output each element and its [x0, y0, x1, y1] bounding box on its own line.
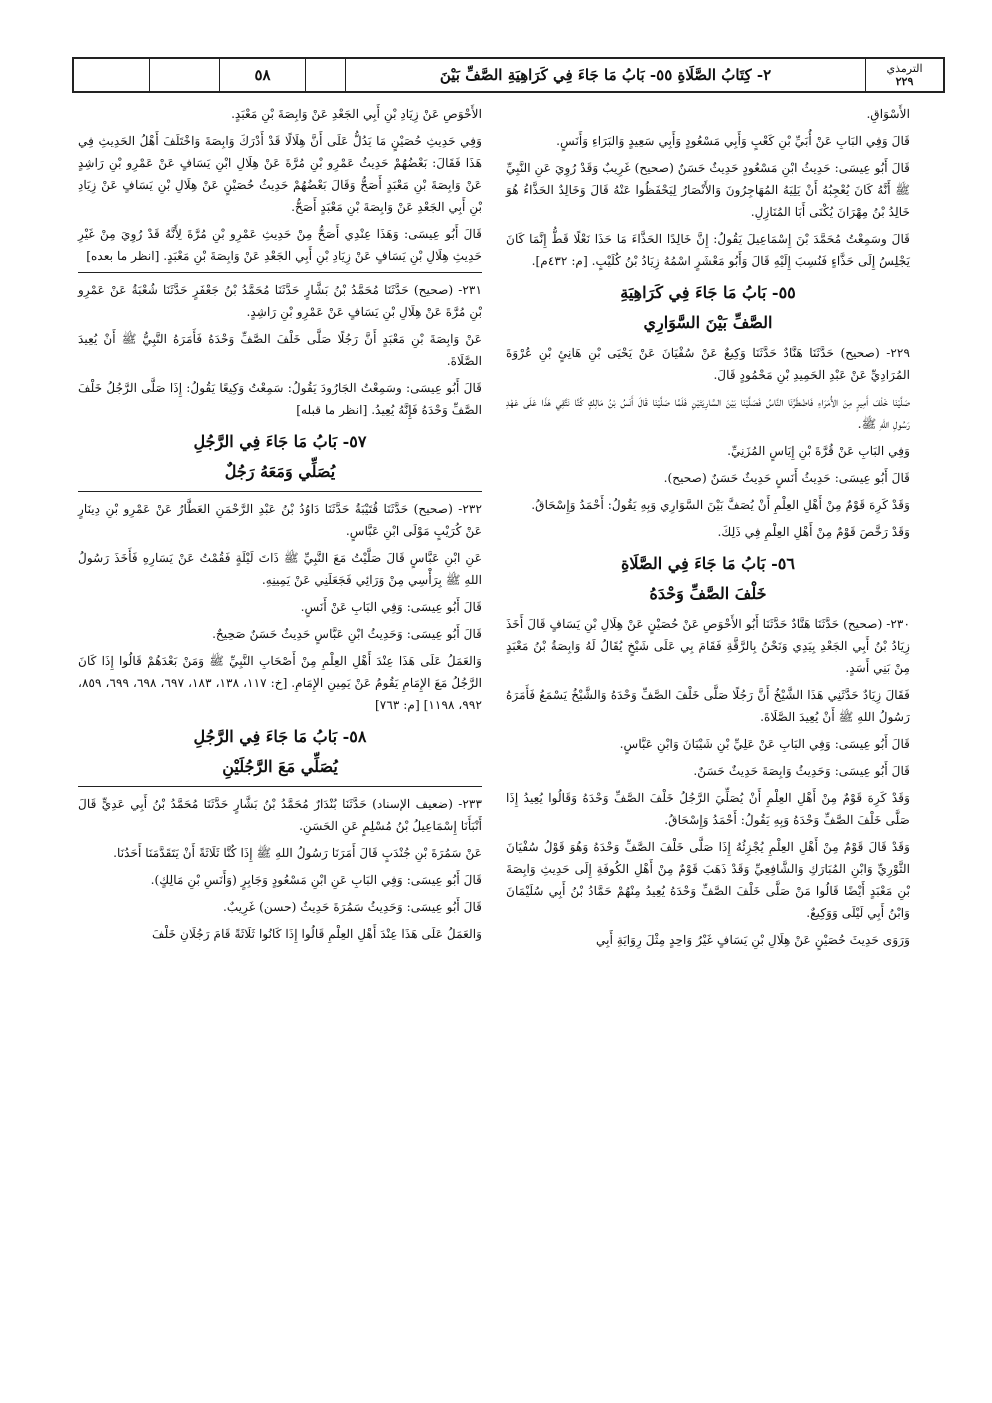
text-paragraph: الأَحْوَصِ عَنْ زِيَادِ بْنِ أَبِي الجَعْدِ عَنْ وَابِصَةَ بْنِ مَعْبَدٍ. — [231, 107, 482, 121]
text-paragraph: قَالَ أَبُو عِيسَى: وَفِي البَابِ عَنِ ابْنِ مَسْعُودٍ وَجَابِرٍ (وَأَنَسِ بْنِ مَالِكٍ). — [150, 873, 482, 887]
running-header — [72, 57, 945, 93]
text-paragraph: فَقَالَ زِيَادٌ حَدَّثَنِي هَذَا الشَّيْخُ أَنَّ رَجُلًا صَلَّى خَلْفَ الصَّفِّ وَحْدَهُ وَالشَّيْخُ يَسْمَعُ فَأَمَرَهُ رَسُولُ اللهِ ﷺ أَنْ يُعِيدَ الصَّلَاةَ. — [506, 688, 910, 724]
text-paragraph: قَالَ أَبُو عِيسَى: وَحَدِيثُ ابْنِ عَبَّاسٍ حَدِيثٌ حَسَنٌ صَحِيحٌ. — [212, 627, 482, 641]
text-paragraph: قَالَ أَبُو عِيسَى: وَهَذَا عِنْدِي أَصَحُّ مِنْ حَدِيثِ عَمْرِو بْنِ مُرَّةَ لِأَنَّهُ قَدْ رُوِيَ مِنْ غَيْرِ حَدِيثِ هِلَالِ بْنِ يَسَافٍ عَنْ زِيَادِ بْنِ أَبِي الجَعْدِ عَنْ وَابِصَةَ بْنِ مَعْبَدٍ. [انظر ما بعده] — [78, 227, 482, 263]
right-column — [506, 103, 910, 956]
hadith-paragraph: ٢٣١- (صحيح) حَدَّثَنَا مُحَمَّدُ بْنُ بَشَّارٍ حَدَّثَنَا مُحَمَّدُ بْنُ جَعْفَرٍ حَدَّثَنَا شُعْبَةُ عَنْ عَمْرِو بْنِ مُرَّةَ عَنْ هِلَالِ بْنِ يَسَافٍ عَنْ عَمْرِو بْنِ رَاشِدٍ. — [78, 272, 482, 323]
chapter-heading-line1: ٥٦- بَابُ مَا جَاءَ فِي الصَّلَاةِ — [621, 554, 795, 573]
text-paragraph: وَرَوَى حَدِيثَ حُصَيْنٍ عَنْ هِلَالِ بْنِ يَسَافٍ غَيْرُ وَاحِدٍ مِثْلَ رِوَايَةِ أَبِي — [596, 933, 910, 947]
chapter-heading — [506, 549, 910, 609]
hadith-paragraph: ٢٣٣- (ضعيف الإسناد) حَدَّثَنَا بُنْدَارٌ مُحَمَّدُ بْنُ بَشَّارٍ حَدَّثَنَا مُحَمَّدُ بْنُ أَبِي عَدِيٍّ قَالَ أَنْبَأَنَا إِسْمَاعِيلُ بْنُ مُسْلِمٍ عَنِ الحَسَنِ. — [78, 786, 482, 837]
left-column — [78, 103, 482, 950]
header-blank-cell — [305, 59, 345, 91]
text-paragraph: عَنْ وَابِصَةَ بْنِ مَعْبَدٍ أَنَّ رَجُلًا صَلَّى خَلْفَ الصَّفِّ وَحْدَهُ فَأَمَرَهُ النَّبِيُّ ﷺ أَنْ يُعِيدَ الصَّلَاةَ. — [78, 332, 482, 368]
text-paragraph: وَقَدْ قَالَ قَوْمٌ مِنْ أَهْلِ العِلْمِ يُجْزِئُهُ إِذَا صَلَّى خَلْفَ الصَّفِّ وَحْدَهُ وَهُوَ قَوْلُ سُفْيَانَ الثَّوْرِيِّ وَابْنِ المُبَارَكِ وَالشَّافِعِيِّ وَقَدْ ذَهَبَ قَوْمٌ مِنْ أَهْلِ الكُوفَةِ إِلَى حَدِيثِ وَابِصَةَ بْنِ مَعْبَدٍ أَيْضًا قَالُوا مَنْ صَلَّى خَلْفَ الصَّفِّ وَحْدَهُ يُعِيدُ مِنْهُمْ حَمَّادُ بْنُ أَبِي سُلَيْمَانَ وَابْنُ أَبِي لَيْلَى وَوَكِيعٌ. — [506, 840, 910, 920]
text-paragraph: قَالَ أَبُو عِيسَى: وَحَدِيثُ وَابِصَةَ حَدِيثٌ حَسَنٌ. — [693, 764, 910, 778]
header-title-cell — [345, 59, 865, 91]
text-paragraph: وَالعَمَلُ عَلَى هَذَا عِنْدَ أَهْلِ العِلْمِ مِنْ أَصْحَابِ النَّبِيِّ ﷺ وَمَنْ بَعْدَهُمْ قَالُوا إِذَا كَانَ الرَّجُلُ مَعَ الإِمَامِ يَقُومُ عَنْ يَمِينِ الإِمَامِ. [خ: ١١٧، ١٣٨، ١٨٣، ٦٩٧، ٦٩٨، ٦٩٩، ٨٥٩، ٩٩٢، ١١٩٨] [م: ٧٦٣] — [78, 654, 482, 712]
chapter-heading-line1: ٥٧- بَابُ مَا جَاءَ فِي الرَّجُلِ — [193, 432, 367, 451]
header-title: ٢- كِتَابُ الصَّلَاةِ ٥٥- بَابُ مَا جَاءَ فِي كَرَاهِيَةِ الصَّفِّ بَيْنَ — [439, 66, 772, 84]
hadith-paragraph: ٢٣٢- (صحيح) حَدَّثَنَا قُتَيْبَةُ حَدَّثَنَا دَاوُدُ بْنُ عَبْدِ الرَّحْمَنِ العَطَّارُ عَنْ عَمْرِو بْنِ دِينَارٍ عَنْ كُرَيْبٍ مَوْلَى ابْنِ عَبَّاسٍ. — [78, 491, 482, 542]
header-blank-cell — [74, 59, 149, 91]
chapter-heading-line1: ٥٥- بَابُ مَا جَاءَ فِي كَرَاهِيَةِ — [620, 283, 796, 302]
text-paragraph: عَنْ سَمُرَةَ بْنِ جُنْدَبٍ قَالَ أَمَرَنَا رَسُولُ اللهِ ﷺ إِذَا كُنَّا ثَلَاثَةً أَنْ يَتَقَدَّمَنَا أَحَدُنَا. — [113, 846, 482, 860]
text-paragraph: وَقَدْ كَرِهَ قَوْمٌ مِنْ أَهْلِ العِلْمِ أَنْ يُصَلِّيَ الرَّجُلُ خَلْفَ الصَّفِّ وَحْدَهُ وَقَالُوا يُعِيدُ إِذَا صَلَّى خَلْفَ الصَّفِّ وَحْدَهُ وَبِهِ يَقُولُ: أَحْمَدُ وَإِسْحَاقُ. — [506, 791, 910, 827]
chapter-heading-line1: ٥٨- بَابُ مَا جَاءَ فِي الرَّجُلِ — [193, 727, 367, 746]
text-paragraph: صَلَّيْنَا خَلْفَ أَمِيرٍ مِنَ الأُمَرَاءِ فَاضْطَرَّنَا النَّاسُ فَصَلَّيْنَا بَيْنَ السَّارِيَتَيْنِ فَلَمَّا صَلَّيْنَا قَالَ أَنَسُ بْنُ مَالِكٍ كُنَّا نَتَّقِي هَذَا عَلَى عَهْدِ رَسُولِ اللهِ ﷺ. — [506, 395, 910, 431]
text-paragraph: وَفِي البَابِ عَنْ قُرَّةَ بْنِ إِيَاسٍ المُزَنِيِّ. — [727, 444, 910, 458]
text-paragraph: وَقَدْ رَخَّصَ قَوْمٌ مِنْ أَهْلِ العِلْمِ فِي ذَلِكَ. — [717, 525, 910, 539]
chapter-heading-line2: يُصَلِّي وَمَعَهُ رَجُلٌ — [224, 462, 336, 481]
volume-page: ٢٢٩ — [895, 75, 914, 88]
chapter-heading — [78, 722, 482, 782]
book-name: الترمذي — [886, 62, 923, 75]
text-paragraph: الأَسْوَاقِ. — [866, 107, 910, 121]
chapter-heading-line2: خَلْفَ الصَّفِّ وَحْدَهُ — [649, 584, 767, 603]
text-paragraph: قَالَ أَبُو عِيسَى: وسَمِعْتُ الجَارُودَ يَقُولُ: سَمِعْتُ وَكِيعًا يَقُولُ: إِذَا صَلَّى الرَّجُلُ خَلْفَ الصَّفِّ وَحْدَهُ فَإِنَّهُ يُعِيدُ. [انظر ما قبله] — [78, 381, 482, 417]
text-paragraph: وَالعَمَلُ عَلَى هَذَا عِنْدَ أَهْلِ العِلْمِ قَالُوا إِذَا كَانُوا ثَلَاثَةً قَامَ رَجُلَانِ خَلْفَ — [151, 927, 482, 941]
chapter-heading — [506, 278, 910, 338]
chapter-heading — [78, 427, 482, 487]
page-number: ٥٨ — [254, 66, 271, 84]
text-paragraph: ٢٣٠- (صحيح) حَدَّثَنَا هَنَّادٌ حَدَّثَنَا أَبُو الأَحْوَصِ عَنْ حُصَيْنٍ عَنْ هِلَالِ بْنِ يَسَافٍ قَالَ أَخَذَ زِيَادُ بْنُ أَبِي الجَعْدِ بِيَدِي وَنَحْنُ بِالرَّقَّةِ فَقَامَ بِي عَلَى شَيْخٍ يُقَالُ لَهُ وَابِصَةُ بْنُ مَعْبَدٍ مِنْ بَنِي أَسَدٍ. — [506, 617, 910, 675]
page-number-cell — [219, 59, 305, 91]
chapter-heading-line2: الصَّفِّ بَيْنَ السَّوَارِي — [643, 313, 773, 332]
text-paragraph: قَالَ وسَمِعْتُ مُحَمَّدَ بْنَ إِسْمَاعِيلَ يَقُولُ: إِنَّ خَالِدًا الحَذَّاءَ مَا حَذَا نَعْلًا قَطُّ إِنَّمَا كَانَ يَجْلِسُ إِلَى حَذَّاءٍ فَنُسِبَ إِلَيْهِ قَالَ وَأَبُو مَعْشَرٍ اسْمُهُ زِيَادُ بْنُ كُلَيْبٍ. [م: ٤٣٢م]. — [506, 232, 910, 268]
text-paragraph: قَالَ أَبُو عِيسَى: وَفِي البَابِ عَنْ أَنَسٍ. — [300, 600, 482, 614]
text-paragraph: قَالَ أَبُو عِيسَى: وَحَدِيثُ سَمُرَةَ حَدِيثٌ (حسن) غَرِيبٌ. — [222, 900, 482, 914]
text-paragraph: قَالَ أَبُو عِيسَى: وَفِي البَابِ عَنْ عَلِيِّ بْنِ شَيْبَانَ وَابْنِ عَبَّاسٍ. — [619, 737, 910, 751]
book-volume-box — [865, 59, 943, 91]
text-paragraph: وَفِي حَدِيثِ حُصَيْنٍ مَا يَدُلُّ عَلَى أَنَّ هِلَالًا قَدْ أَدْرَكَ وَابِصَةَ وَاخْتَلَفَ أَهْلُ الحَدِيثِ فِي هَذَا فَقَالَ: بَعْضُهُمْ حَدِيثُ عَمْرِو بْنِ مُرَّةَ عَنْ هِلَالِ ابْنِ يَسَافٍ عَنْ عَمْرِو بْنِ رَاشِدٍ عَنْ وَابِصَةَ بْنِ مَعْبَدٍ أَصَحُّ وَقَالَ بَعْضُهُمْ حَدِيثُ حُصَيْنٍ عَنْ هِلَالِ بْنِ يَسَافٍ عَنْ زِيَادِ بْنِ أَبِي الجَعْدِ عَنْ وَابِصَةَ بْنِ مَعْبَدٍ أَصَحُّ. — [78, 134, 482, 214]
text-paragraph: قَالَ أَبُو عِيسَى: حَدِيثُ أَنَسٍ حَدِيثٌ حَسَنٌ (صحيح). — [663, 471, 910, 485]
header-blank-cell — [149, 59, 219, 91]
chapter-heading-line2: يُصَلِّي مَعَ الرَّجُلَيْنِ — [222, 757, 338, 776]
text-paragraph: وَقَدْ كَرِهَ قَوْمٌ مِنْ أَهْلِ العِلْمِ أَنْ يُصَفَّ بَيْنَ السَّوَارِي وَبِهِ يَقُولُ: أَحْمَدُ وَإِسْحَاقُ. — [531, 498, 910, 512]
text-paragraph: عَنِ ابْنِ عَبَّاسٍ قَالَ صَلَّيْتُ مَعَ النَّبِيِّ ﷺ ذَاتَ لَيْلَةٍ فَقُمْتُ عَنْ يَسَارِهِ فَأَخَذَ رَسُولُ اللهِ ﷺ بِرَأْسِي مِنْ وَرَائِي فَجَعَلَنِي عَنْ يَمِينِهِ. — [78, 551, 482, 587]
text-paragraph: قَالَ وَفِي البَابِ عَنْ أُبَيِّ بْنِ كَعْبٍ وَأَبِي مَسْعُودٍ وَأَبِي سَعِيدٍ وَالبَرَاءِ وَأَنَسٍ. — [556, 134, 910, 148]
text-paragraph: ٢٢٩- (صحيح) حَدَّثَنَا هَنَّادٌ حَدَّثَنَا وَكِيعٌ عَنْ سُفْيَانَ عَنْ يَحْيَى بْنِ هَانِئٍ بْنِ عُرْوَةَ المُرَادِيِّ عَنْ عَبْدِ الحَمِيدِ بْنِ مَحْمُودٍ قَالَ. — [506, 346, 910, 382]
text-paragraph: قَالَ أَبُو عِيسَى: حَدِيثُ ابْنِ مَسْعُودٍ حَدِيثٌ حَسَنٌ (صحيح) غَرِيبٌ وَقَدْ رُوِيَ عَنِ النَّبِيِّ ﷺ أَنَّهُ كَانَ يُعْجِبُهُ أَنْ يَلِيَهُ المُهَاجِرُونَ وَالأَنْصَارُ لِيَحْفَظُوا عَنْهُ قَالَ وَخَالِدٌ الحَذَّاءُ هُوَ خَالِدُ بْنُ مِهْرَانَ يُكْنَى أَبَا المُنَازِلِ. — [506, 161, 910, 219]
